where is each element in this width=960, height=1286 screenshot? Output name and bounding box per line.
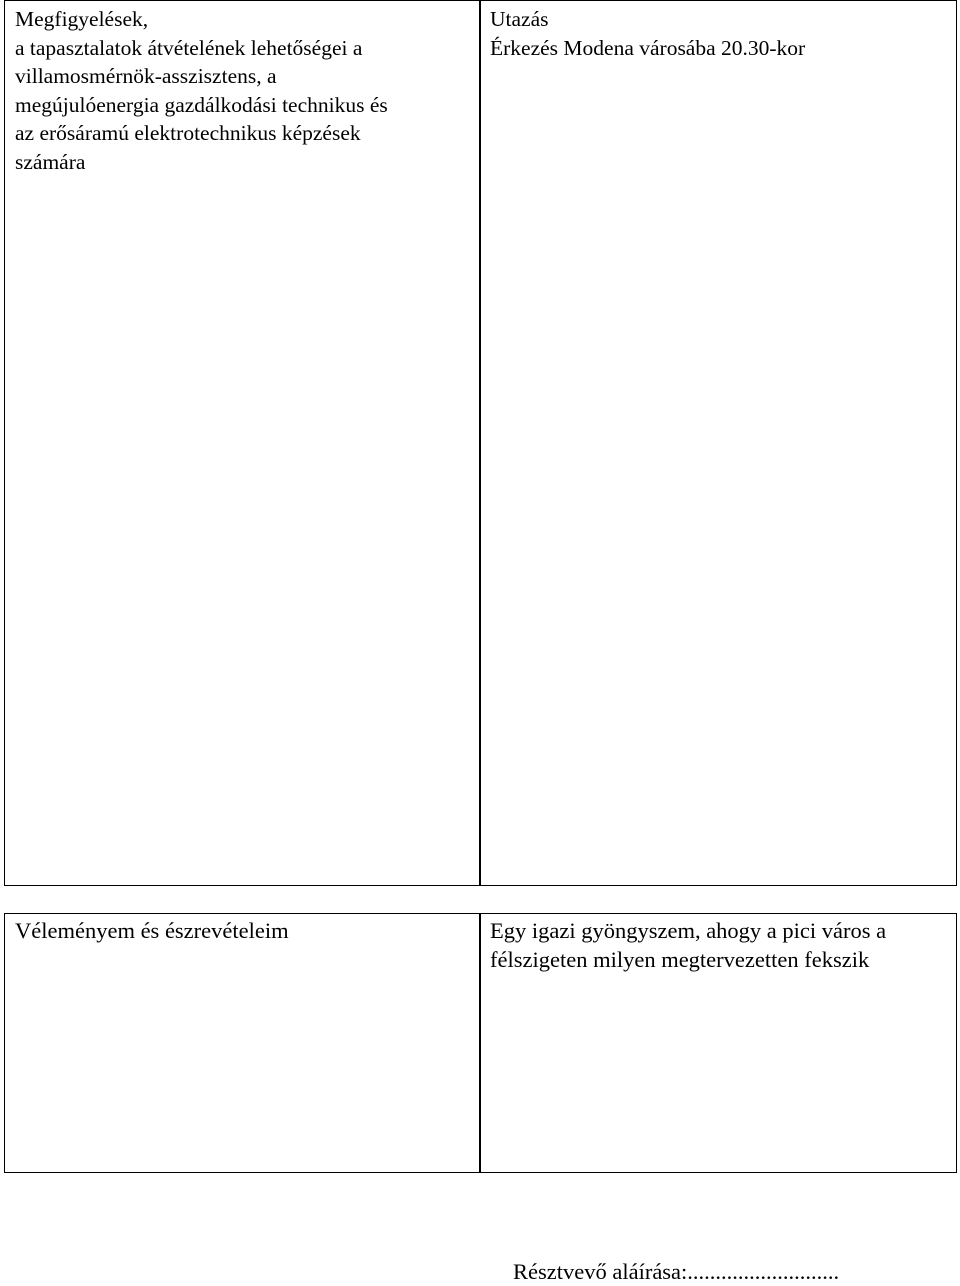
observations-text-line: villamosmérnök-asszisztens, a xyxy=(15,64,277,88)
opinion-text-line: félszigeten milyen megtervezetten fekszik xyxy=(490,946,870,972)
observations-text-line: a tapasztalatok átvételének lehetőségei a xyxy=(15,35,363,60)
observations-heading: Megfigyelések, xyxy=(15,7,149,31)
observations-text-line: számára xyxy=(15,149,86,174)
opinion-content-cell xyxy=(479,913,957,1173)
observations-text-line: az erősáramú elektrotechnikus képzések xyxy=(15,121,361,145)
travel-heading: Utazás xyxy=(490,7,549,31)
travel-cell xyxy=(479,0,957,886)
opinion-text-line: Egy igazi gyöngyszem, ahogy a pici város a xyxy=(490,918,887,943)
opinion-heading: Véleményem és észrevételeim xyxy=(15,918,289,943)
observations-cell xyxy=(4,0,481,886)
opinion-label-cell xyxy=(4,913,481,1173)
observations-text-line: megújulóenergia gazdálkodási technikus és xyxy=(15,92,388,117)
travel-arrival-text: Érkezés Modena városába 20.30-kor xyxy=(490,35,806,60)
participant-signature-line: Résztvevő aláírása:........................... xyxy=(513,1259,840,1284)
